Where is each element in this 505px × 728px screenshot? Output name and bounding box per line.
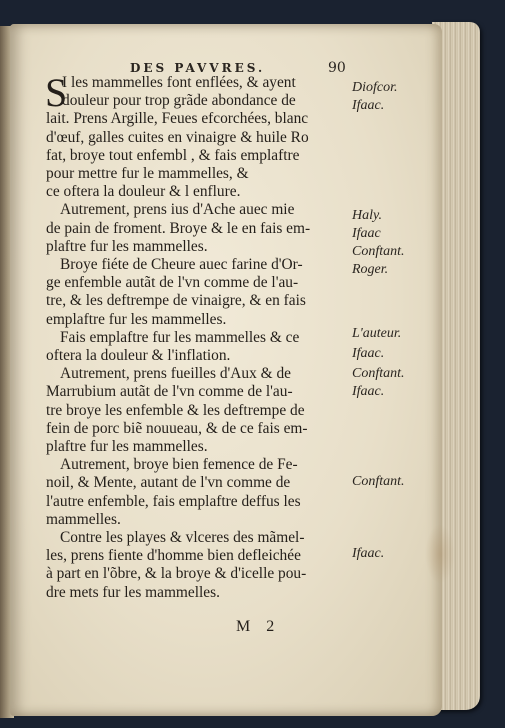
text-line: dre mets fur les mammelles.	[46, 583, 220, 601]
text-line: ce oftera la douleur & l enflure.	[46, 183, 241, 201]
paper-stain	[425, 524, 455, 584]
paragraph-5	[46, 365, 354, 456]
margin-note: Ifaac.	[352, 98, 385, 113]
margin-note: Ifaac.	[352, 546, 385, 561]
text-line: pour mettre fur le mammelles, &	[46, 165, 249, 183]
text-line: plaftre fur les mammelles.	[46, 237, 208, 255]
text-line: ge enfemble autãt de l'vn comme de l'au-	[46, 274, 299, 292]
text-line: lait. Prens Argille, Feues efcorchées, blanc	[46, 110, 309, 128]
text-line: oftera la douleur & l'inflation.	[46, 347, 231, 365]
margin-note: Conftant.	[352, 244, 405, 259]
text-line: I les mammelles font enflées, & ayent	[62, 74, 296, 91]
text-line: noil, & Mente, autant de l'vn comme de	[46, 474, 291, 492]
paragraph-7	[46, 529, 354, 602]
paragraph-2	[46, 201, 354, 256]
margin-note: Ifaac.	[352, 384, 385, 399]
margin-note: Roger.	[352, 262, 389, 277]
text-line: tre broye les enfemble & les deftrempe de	[46, 401, 305, 419]
text-line: Autrement, broye bien femence de Fe-	[60, 456, 298, 474]
text-line: Broye fiéte de Cheure auec farine d'Or-	[60, 256, 303, 274]
margin-note: Ifaac	[352, 226, 381, 241]
paragraph-1	[45, 70, 354, 201]
text-line: Autrement, prens fueilles d'Aux & de	[60, 365, 292, 383]
paragraph-6	[46, 456, 354, 529]
text-line: l'autre enfemble, fais emplaftre deffus les	[46, 492, 301, 510]
text-line: fat, broye tout enfembl , & fais emplaftre	[46, 146, 300, 164]
text-line: emplaftre fur les mammelles.	[46, 310, 227, 328]
text-line: douleur pour trop grãde abondance de	[62, 92, 296, 110]
text-line: fein de porc biẽ nouueau, & de ce fais em-	[46, 419, 308, 437]
text-line: à part en l'õbre, & la broye & d'icelle pou-	[46, 565, 307, 583]
text-line: les, prens fiente d'homme bien defleichée	[46, 547, 301, 565]
margin-note: Diofcor.	[352, 80, 398, 95]
margin-note: L'auteur.	[352, 326, 402, 341]
margin-note: Ifaac.	[352, 346, 385, 361]
text-line: de pain de froment. Broye & le en fais em-	[46, 219, 311, 237]
text-line: mammelles.	[46, 510, 121, 528]
margin-note: Conftant.	[352, 474, 405, 489]
drop-initial: S	[45, 70, 68, 115]
running-head: DES PAVVRES.	[130, 61, 266, 75]
text-line: Autrement, prens ius d'Ache auec mie	[60, 201, 295, 219]
text-line: Contre les playes & vlceres des mãmel-	[60, 529, 305, 547]
main-text	[45, 70, 354, 602]
text-line: Fais emplaftre fur les mammelles & ce	[60, 328, 300, 346]
paragraph-4	[46, 329, 354, 365]
signature-mark: M 2	[236, 618, 281, 635]
margin-note: Haly.	[352, 208, 382, 223]
text-line: Marrubium autãt de l'vn comme de l'au-	[46, 383, 293, 401]
page-number: 90	[328, 60, 346, 76]
text-line: tre, & les deftrempe de vinaigre, & en fais	[46, 292, 306, 310]
paragraph-3	[46, 256, 354, 329]
text-line: plaftre fur les mammelles.	[46, 438, 208, 456]
margin-note: Conftant.	[352, 366, 405, 381]
text-line: d'œuf, galles cuites en vinaigre & huile Ro	[46, 128, 309, 146]
